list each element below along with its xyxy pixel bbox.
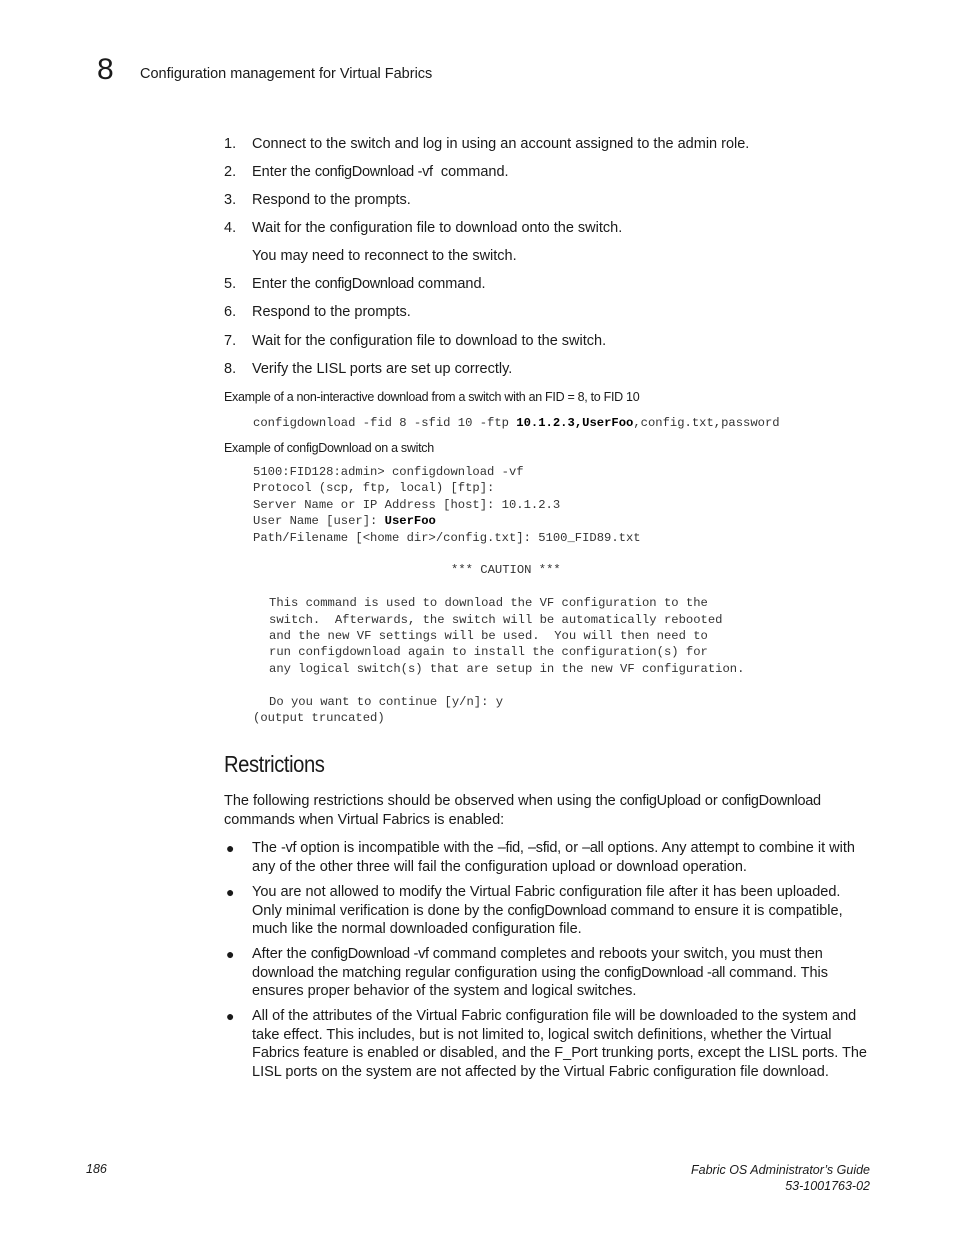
chapter-title: Configuration management for Virtual Fabrics — [140, 66, 433, 82]
document-footer — [691, 1162, 870, 1194]
command-name: configDownload -vf — [314, 164, 433, 180]
example-2-code: 5100:FID128:admin> configdownload -vf Protocol (scp, ftp, local) [ftp]: Server Name or IP Address [host]: 10.1.2.3 User Name [user]: UserFoo Path/Filename [<home dir>/config.txt]: 5100_FID89.txt *** CAUTION *** This command is used to download the VF configuration to the switch. Afterwards, the switch will be automatically rebooted and the new VF settings will be used. You will then need to run configdownload again to install the configuration(s) for any logical switch(s) that are setup in the new VF configuration. Do you want to continue [y/n]: y (output truncated) — [253, 465, 745, 726]
page-number: 186 — [86, 1162, 107, 1176]
step-3: 3. Respond to the prompts. — [224, 192, 411, 208]
step-7: 7. Wait for the configuration file to download to the switch. — [224, 333, 607, 349]
example-1-heading: Example of a non-interactive download from a switch with an FID = 8, to FID 10 — [224, 390, 640, 404]
step-4-note: You may need to reconnect to the switch. — [252, 248, 517, 264]
example-2-heading: Example of configDownload on a switch — [224, 441, 434, 455]
bullet-icon: ● — [226, 1008, 235, 1024]
bullet-icon: ● — [226, 946, 235, 962]
step-8: 8. Verify the LISL ports are set up correctly. — [224, 361, 513, 377]
command-name: configDownload — [314, 276, 414, 292]
document-number: 53-1001763-02 — [785, 1179, 870, 1193]
step-6: 6. Respond to the prompts. — [224, 304, 411, 320]
restrictions-intro: The following restrictions should be observed when using the configUpload or configDownload commands when Virtual Fabrics is enabled: — [224, 793, 821, 828]
step-5: 5. Enter the configDownload command. — [224, 276, 486, 292]
bullet-icon: ● — [226, 840, 235, 856]
document-title: Fabric OS Administrator’s Guide — [691, 1163, 870, 1177]
step-1: 1. Connect to the switch and log in using an account assigned to the admin role. — [224, 136, 750, 152]
step-4: 4. Wait for the configuration file to download onto the switch. — [224, 220, 623, 236]
step-2: 2. Enter the configDownload -vf command. — [224, 164, 509, 180]
bullet-icon: ● — [226, 884, 235, 900]
section-heading: Restrictions — [224, 751, 325, 777]
chapter-number: 8 — [97, 53, 114, 86]
example-1-code: configdownload -fid 8 -sfid 10 -ftp 10.1.2.3,UserFoo,config.txt,password — [253, 416, 780, 430]
